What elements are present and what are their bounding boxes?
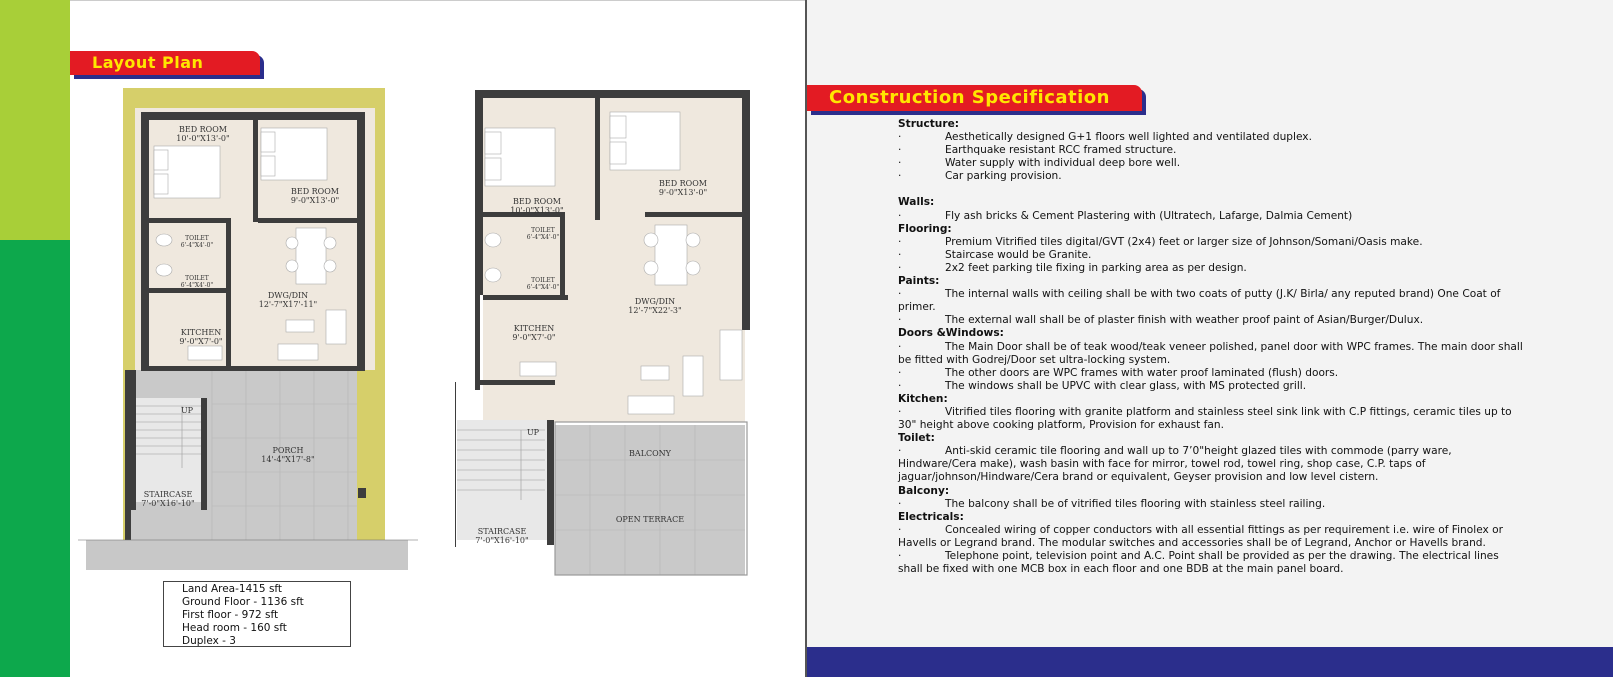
spec-item-text: The windows shall be UPVC with clear glass, with MS protected grill. <box>945 379 1307 392</box>
bullet-icon: · <box>898 445 902 458</box>
ground-floor-plan <box>78 88 423 580</box>
ff-room-name-3: TOILET <box>531 227 555 234</box>
spec-item-text: Car parking provision. <box>945 170 1062 183</box>
gf-room-dim-8: 14'-4"X17'-8" <box>261 455 315 464</box>
spec-item <box>898 288 1523 314</box>
spec-section-title: Doors &Windows: <box>898 327 1004 340</box>
spec-item <box>898 170 1523 183</box>
gf-room-dim-1: 10'-0"X13'-0" <box>176 134 230 143</box>
spec-item-text: Telephone point, television point and A.C. Point shall be provided as per the drawing. The electrical lines shall be fixed with one MCB box in each floor and one BDB at the main panel board. <box>898 550 1499 576</box>
ff-room-name-1: BED ROOM <box>512 197 562 206</box>
bullet-icon: · <box>898 288 902 301</box>
bullet-icon: · <box>898 170 902 183</box>
spec-item-text: The Main Door shall be of teak wood/teak veneer polished, panel door with WPC frames. The main door shall be fitted with Godrej/Door set ultra-locking system. <box>898 340 1523 366</box>
spec-item-text: Premium Vitrified tiles digital/GVT (2x4) feet or larger size of Johnson/Somani/Oasis make. <box>945 235 1423 248</box>
spec-item <box>898 524 1523 550</box>
ff-room-dim-10: 7'-0"X16'-10" <box>475 536 529 545</box>
spec-item <box>898 367 1523 380</box>
spec-item <box>898 380 1523 393</box>
spec-section-title: Kitchen: <box>898 392 948 405</box>
ff-room-name-7: UP <box>526 428 540 437</box>
gf-room-name-9: STAIRCASE <box>143 490 193 499</box>
bullet-icon: · <box>898 405 902 418</box>
road-strip <box>86 540 408 570</box>
ff-room-name-6: KITCHEN <box>513 324 555 333</box>
gf-room-dim-2: 9'-0"X13'-0" <box>290 196 340 205</box>
spec-item <box>898 550 1523 576</box>
spec-item-text: The other doors are WPC frames with water proof laminated (flush) doors. <box>945 366 1339 379</box>
spec-item <box>898 406 1523 432</box>
spec-item <box>898 144 1523 157</box>
ff-room-name-4: TOILET <box>531 277 555 284</box>
specification-list <box>898 118 1523 576</box>
spec-item-text: Staircase would be Granite. <box>945 248 1092 261</box>
bullet-icon: · <box>898 248 902 261</box>
bullet-icon: · <box>898 314 902 327</box>
spec-item <box>898 236 1523 249</box>
bullet-icon: · <box>898 209 902 222</box>
spec-item-text: 2x2 feet parking tile fixing in parking area as per design. <box>945 261 1247 274</box>
spec-item-text: Earthquake resistant RCC framed structure. <box>945 144 1177 157</box>
spec-section-title: Structure: <box>898 118 959 130</box>
spec-section-title: Electricals: <box>898 510 964 523</box>
spec-item-text: The external wall shall be of plaster finish with weather proof paint of Asian/Burger/Dulux. <box>945 314 1424 327</box>
construction-spec-heading: Construction Specification <box>807 85 1142 111</box>
spec-item <box>898 131 1523 144</box>
spec-item-text: Concealed wiring of copper conductors with all essential fittings as per requirement i.e. wire of Finolex or Havells or Legrand brand. The modular switches and accessories shall be of Legrand, Anchor or Havells brand. <box>898 523 1503 549</box>
ff-room-dim-4: 6'-4"X4'-0" <box>526 284 560 291</box>
spec-item <box>898 314 1523 327</box>
spec-item-text: The internal walls with ceiling shall be with two coats of putty (J.K/ Birla/ any reputed brand) One Coat of primer. <box>898 288 1501 314</box>
bullet-icon: · <box>898 550 902 562</box>
gf-room-name-2: BED ROOM <box>290 187 340 196</box>
spec-section-title: Balcony: <box>898 484 950 497</box>
spec-item-text: Vitrified tiles flooring with granite platform and stainless steel sink link with C.P fittings, ceramic tiles up to 30" height above cooking platform, Provision for exhaust fan. <box>898 405 1512 432</box>
spec-section-title: Flooring: <box>898 222 952 235</box>
bullet-icon: · <box>898 340 902 353</box>
gf-room-name-1: BED ROOM <box>178 125 228 134</box>
ff-room-name-8: BALCONY <box>629 449 671 458</box>
bullet-icon: · <box>898 235 902 248</box>
bullet-icon: · <box>898 131 902 144</box>
gf-room-dim-9: 7'-0"X16'-10" <box>141 499 195 508</box>
spec-section-title: Walls: <box>898 196 935 209</box>
spec-item <box>898 157 1523 170</box>
gf-room-name-7: UP <box>180 406 194 415</box>
ff-room-dim-5: 12'-7"X22'-3" <box>628 306 682 315</box>
area-line: First floor - 972 sft <box>182 609 279 621</box>
area-line: Duplex - 3 <box>182 635 236 647</box>
gf-room-name-8: PORCH <box>272 446 304 455</box>
bullet-icon: · <box>898 157 902 170</box>
gf-room-name-3: TOILET <box>185 235 209 242</box>
ff-room-dim-2: 9'-0"X13'-0" <box>658 188 708 197</box>
spacer <box>898 183 1523 196</box>
bullet-icon: · <box>898 379 902 392</box>
gf-room-dim-4: 6'-4"X4'-0" <box>180 282 214 289</box>
ff-room-name-2: BED ROOM <box>658 179 708 188</box>
spec-item <box>898 249 1523 262</box>
area-line: Ground Floor - 1136 sft <box>182 596 304 608</box>
ff-room-dim-1: 10'-0"X13'-0" <box>510 206 564 215</box>
spec-item-text: Water supply with individual deep bore well. <box>945 157 1181 170</box>
ff-room-name-5: DWG/DIN <box>634 297 676 306</box>
bullet-icon: · <box>898 497 902 510</box>
gf-room-name-6: KITCHEN <box>180 328 222 337</box>
area-line: Land Area-1415 sft <box>182 583 283 595</box>
ff-room-dim-6: 9'-0"X7'-0" <box>512 333 556 342</box>
spec-item-text: Anti-skid ceramic tile flooring and wall up to 7’0"height glazed tiles with commode (parry ware, Hindware/Cera make), wash basin with face for mirror, towel rod, towel ring, shop case, C.P. taps of jaguar/johnson/Hindware/Cera brand or equivalent, Geyser provision and low level cistern. <box>898 445 1452 484</box>
spec-item-text: Aesthetically designed G+1 floors well lighted and ventilated duplex. <box>945 131 1312 144</box>
terrace-floor <box>555 425 745 575</box>
gf-room-dim-3: 6'-4"X4'-0" <box>180 242 214 249</box>
bullet-icon: · <box>898 523 902 536</box>
gf-room-name-5: DWG/DIN <box>267 291 309 300</box>
bullet-icon: · <box>898 144 902 157</box>
ff-room-name-10: STAIRCASE <box>477 527 527 536</box>
spec-section-title: Paints: <box>898 275 940 288</box>
spec-item-text: Fly ash bricks & Cement Plastering with (Ultratech, Lafarge, Dalmia Cement) <box>945 209 1353 222</box>
footer-band <box>807 647 1613 677</box>
bullet-icon: · <box>898 261 902 274</box>
area-line: Head room - 160 sft <box>182 622 287 634</box>
bullet-icon: · <box>898 366 902 379</box>
ff-room-dim-3: 6'-4"X4'-0" <box>526 234 560 241</box>
spec-item <box>898 498 1523 511</box>
spec-item <box>898 210 1523 223</box>
spec-item <box>898 341 1523 367</box>
spec-item <box>898 445 1523 484</box>
first-floor-plan <box>455 90 755 590</box>
spec-section-title: Toilet: <box>898 432 935 445</box>
gf-room-name-4: TOILET <box>185 275 209 282</box>
gf-room-dim-5: 12'-7"X17'-11" <box>258 300 318 309</box>
area-summary-box <box>163 581 351 647</box>
green-accent-strip-bottom <box>0 240 70 677</box>
spec-item-text: The balcony shall be of vitrified tiles flooring with stainless steel railing. <box>945 497 1326 510</box>
green-accent-strip-top <box>0 0 70 240</box>
ff-room-name-9: OPEN TERRACE <box>615 515 685 524</box>
gf-room-dim-6: 9'-0"X7'-0" <box>179 337 223 346</box>
layout-plan-heading: Layout Plan <box>70 51 260 75</box>
spec-item <box>898 262 1523 275</box>
